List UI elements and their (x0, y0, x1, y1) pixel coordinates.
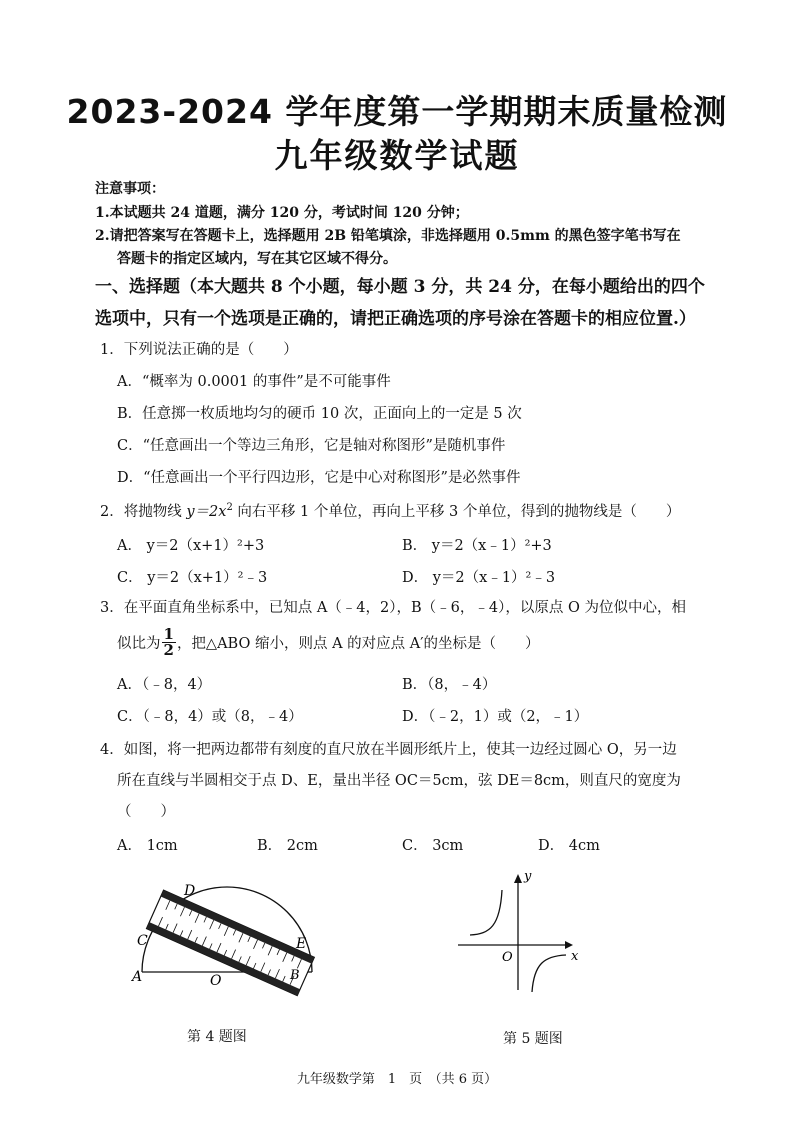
curve-branch-left (470, 890, 502, 935)
question-2-option-d: D． y＝2（x﹣1）²﹣3 (402, 570, 556, 586)
question-2-option-b: B． y＝2（x﹣1）²+3 (402, 538, 552, 554)
exam-subtitle: 九年级数学试题 (274, 136, 520, 175)
x-axis-label: x (571, 949, 579, 964)
question-2-exponent: 2 (226, 502, 233, 514)
y-axis-label: y (524, 869, 532, 884)
fraction-denominator: 2 (163, 641, 174, 659)
question-1-option-c: C．“任意画出一个等边三角形，它是轴对称图形”是随机事件 (117, 438, 506, 454)
curve-branch-right (532, 955, 566, 992)
point-label-d: D (184, 883, 196, 899)
origin-label: O (502, 950, 513, 965)
point-label-a: A (132, 969, 143, 985)
question-3-option-d: D．（﹣2，1）或（2，﹣1） (402, 709, 589, 725)
page-footer: 九年级数学第 1 页 （共 6 页） (296, 1072, 498, 1087)
notes-item-2-cont: 答题卡的指定区域内，写在其它区域不得分。 (117, 251, 397, 267)
notes-item-2: 2.请把答案写在答题卡上，选择题用 2B 铅笔填涂，非选择题用 0.5mm 的黑色签字笔书写在 (95, 228, 681, 244)
question-4-option-a: A． 1cm (117, 838, 178, 854)
question-2-stem (100, 500, 680, 521)
figure-5-caption: 第 5 题图 (503, 1031, 563, 1047)
question-4-stem-cont: 所在直线与半圆相交于点 D、E，量出半径 OC＝5cm，弦 DE＝8cm，则直尺的宽度为 (117, 773, 681, 789)
question-3-option-c: C．（﹣8，4）或（8，﹣4） (117, 709, 303, 725)
ratio-fraction (162, 627, 176, 658)
question-2-option-a: A． y＝2（x+1）²+3 (117, 538, 265, 554)
question-3-stem: 3．在平面直角坐标系中，已知点 A（﹣4，2），B（﹣6，﹣4），以原点 O 为位似中心，相 (100, 600, 686, 616)
question-3-line2-pre: 似比为 (117, 636, 161, 652)
question-2-stem-pre: 2．将抛物线 (100, 504, 187, 520)
question-4-blank: （ ） (117, 804, 175, 820)
figure-4-diagram (130, 875, 330, 1005)
section-1-heading: 一、选择题（本大题共 8 个小题，每小题 3 分，共 24 分，在每小题给出的四个 (95, 277, 705, 297)
notes-heading: 注意事项： (95, 181, 165, 197)
figure-4-caption: 第 4 题图 (187, 1029, 247, 1045)
exam-title: 2023-2024 学年度第一学期期末质量检测 (66, 92, 728, 131)
question-1-stem: 1．下列说法正确的是（ ） (100, 342, 298, 358)
question-3-line2-post: ，把△ABO 缩小，则点 A 的对应点 A′的坐标是（ ） (176, 636, 540, 652)
question-1-option-b: B．任意掷一枚质地均匀的硬币 10 次，正面向上的一定是 5 次 (117, 406, 522, 422)
x-axis-arrow (565, 941, 573, 949)
question-2-function: y＝2x (186, 504, 227, 520)
question-4-option-b: B． 2cm (257, 838, 318, 854)
question-4-option-d: D． 4cm (538, 838, 600, 854)
point-label-b: B (290, 968, 300, 983)
question-4-option-c: C． 3cm (402, 838, 464, 854)
figure-5-graph (452, 868, 592, 998)
question-3-option-b: B．（8，﹣4） (402, 677, 497, 693)
section-1-instructions: 选项中，只有一个选项是正确的，请把正确选项的序号涂在答题卡的相应位置.） (95, 309, 696, 329)
y-axis-arrow (514, 874, 522, 883)
question-2-stem-post: 向右平移 1 个单位，再向上平移 3 个单位，得到的抛物线是（ ） (232, 504, 681, 520)
question-2-option-c: C． y＝2（x+1）²﹣3 (117, 570, 268, 586)
fraction-numerator: 1 (163, 625, 174, 643)
question-4-stem: 4．如图，将一把两边都带有刻度的直尺放在半圆形纸片上，使其一边经过圆心 O，另一边 (100, 742, 677, 758)
question-3-similarity-line (117, 627, 540, 658)
question-3-option-a: A．（﹣8，4） (117, 677, 212, 693)
point-label-c: C (137, 933, 148, 949)
notes-item-1: 1.本试题共 24 道题，满分 120 分，考试时间 120 分钟； (95, 205, 469, 221)
point-label-o: O (210, 973, 222, 989)
point-label-e: E (296, 936, 307, 952)
question-1-option-d: D．“任意画出一个平行四边形，它是中心对称图形”是必然事件 (117, 470, 521, 486)
question-1-option-a: A．“概率为 0.0001 的事件”是不可能事件 (117, 374, 391, 390)
